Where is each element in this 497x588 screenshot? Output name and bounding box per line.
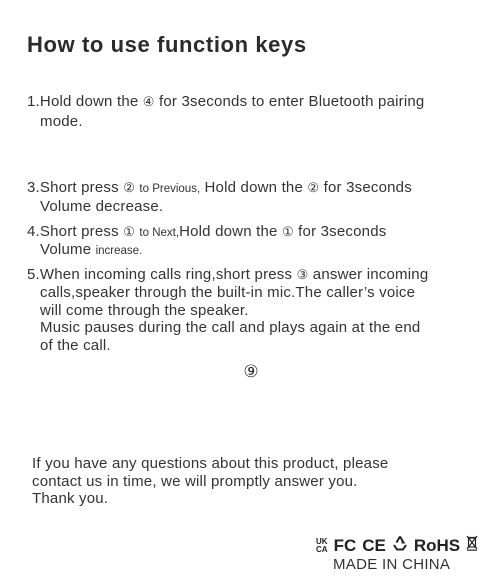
instruction-4-line-1: [27, 223, 386, 240]
certification-marks: [316, 535, 478, 556]
instruction-1-line-2: mode.: [40, 113, 83, 130]
footer-line-1: If you have any questions about this product, please: [32, 455, 389, 472]
ukca-bottom: CA: [316, 544, 328, 554]
instruction-5-line-4: Music pauses during the call and plays again at the end: [40, 319, 421, 336]
footer-line-2: contact us in time, we will promptly answer you.: [32, 473, 358, 490]
crossed-bin-icon: [466, 535, 478, 556]
instruction-text: for 3seconds: [319, 179, 412, 196]
ukca-mark: [316, 538, 328, 554]
instruction-3-line-1: [27, 179, 412, 196]
page-title: How to use function keys: [27, 32, 307, 57]
instruction-text: 4.Short press: [27, 223, 124, 240]
rohs-mark: RoHS: [413, 535, 461, 555]
instruction-text: Hold down the: [200, 179, 308, 196]
instruction-text: for 3seconds to enter Bluetooth pairing: [154, 93, 425, 110]
instruction-text: Hold down the: [179, 223, 282, 240]
instruction-5-line-2: calls,speaker through the built-in mic.The caller’s voice: [40, 284, 416, 301]
instruction-small-text: increase.: [95, 245, 143, 257]
instruction-5-line-1: [27, 266, 428, 283]
instruction-4-line-2: [40, 241, 142, 258]
instruction-text: 3.Short press: [27, 179, 124, 196]
footer-line-3: Thank you.: [32, 490, 109, 507]
key-4-symbol: ④: [142, 94, 155, 109]
made-in-label: MADE IN CHINA: [333, 556, 451, 573]
key-1-symbol: ①: [123, 224, 136, 239]
instruction-small-text: to Previous,: [139, 183, 201, 195]
ukca-top: UK: [316, 536, 328, 546]
key-2-symbol: ②: [307, 180, 320, 195]
instruction-5-line-3: will come through the speaker.: [40, 302, 249, 319]
instruction-small-text: to Next,: [139, 227, 180, 239]
ce-mark: CE: [362, 535, 386, 555]
key-3-symbol: ③: [296, 267, 309, 282]
instruction-1-line-1: [27, 93, 424, 110]
recycle-icon: [392, 535, 408, 556]
instruction-3-line-2: Volume decrease.: [40, 198, 164, 215]
instruction-text: Volume: [40, 241, 96, 258]
key-2-symbol: ②: [123, 180, 136, 195]
instruction-text: 5.When incoming calls ring,short press: [27, 266, 297, 283]
instruction-text: 1.Hold down the: [27, 93, 143, 110]
instruction-text: for 3seconds: [293, 223, 387, 240]
instruction-text: answer incoming: [308, 266, 429, 283]
key-1-symbol: ①: [281, 224, 294, 239]
page-number: ⑨: [243, 362, 259, 381]
instruction-5-line-5: of the call.: [40, 337, 111, 354]
fc-mark: FC: [333, 535, 357, 555]
